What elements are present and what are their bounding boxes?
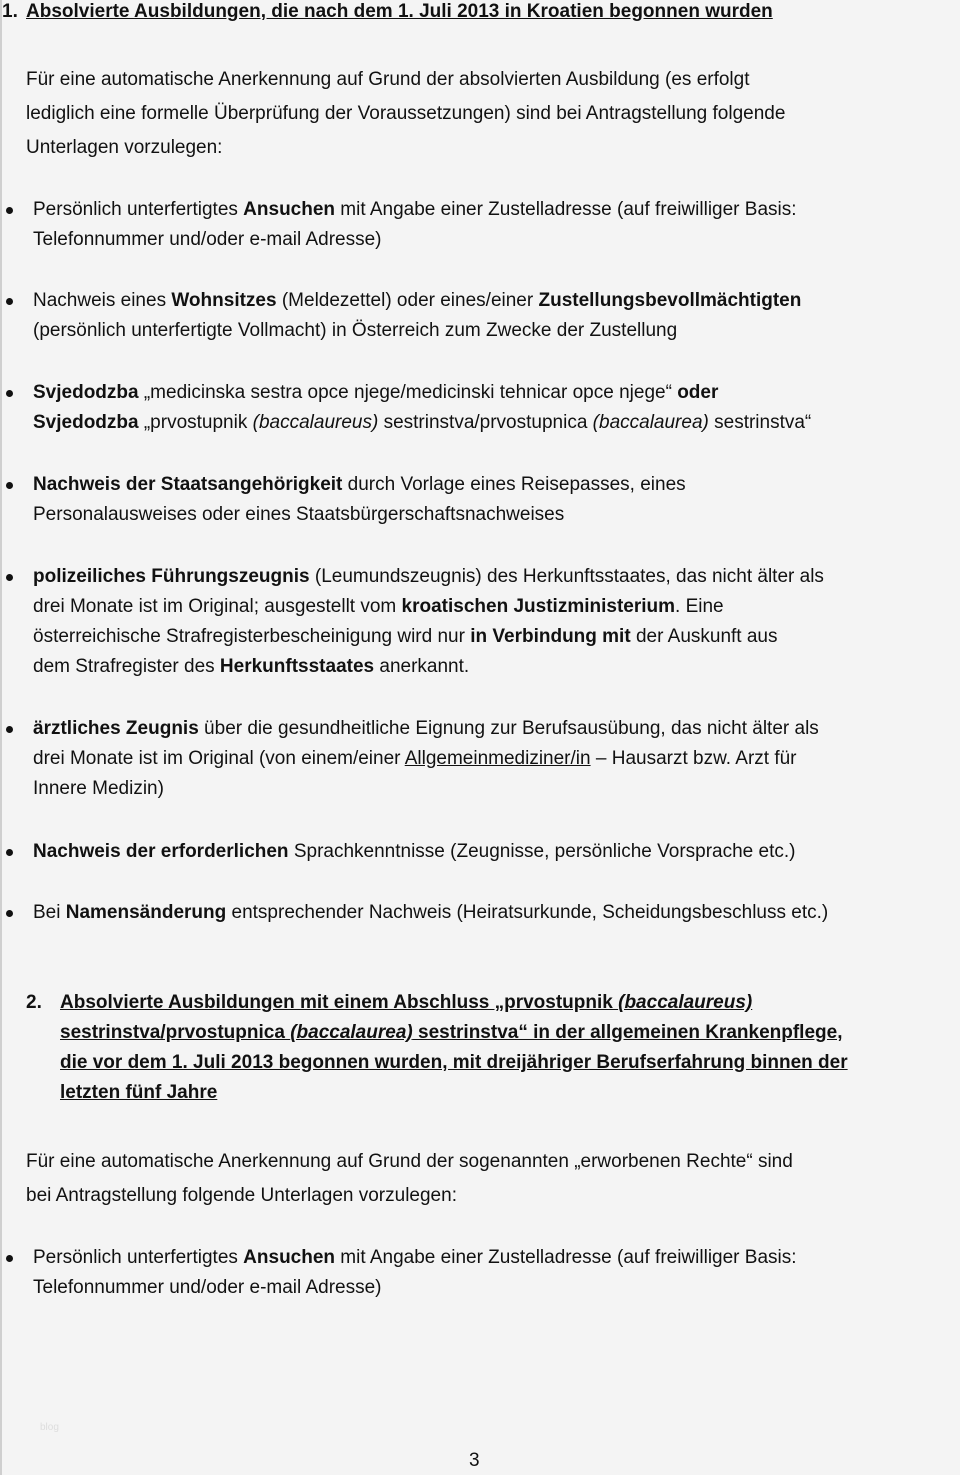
text-segment: (Meldezettel) oder eines/einer: [276, 290, 539, 311]
text-line: [33, 622, 960, 652]
text-segment: Innere Medizin): [33, 778, 164, 799]
heading-number: 2.: [26, 992, 42, 1013]
text-segment: Telefonnummer und/oder e-mail Adresse): [33, 1277, 382, 1298]
bullet-svjedodzba: [33, 378, 960, 438]
text-segment: in Verbindung mit: [470, 626, 631, 647]
text-segment: sestrinstva/prvostupnica: [60, 1022, 291, 1043]
text-line: [33, 470, 960, 500]
page-number: 3: [469, 1450, 480, 1471]
text-segment: – Hausarzt bzw. Arzt für: [590, 748, 797, 769]
text-line: [26, 1145, 960, 1179]
text-line: [26, 131, 960, 165]
bullet-staatsangehoerigkeit: [33, 470, 960, 530]
text-line: [33, 774, 960, 804]
text-segment: die vor dem 1. Juli 2013 begonnen wurden, mit dreijähriger Berufserfahrung binnen der: [60, 1052, 848, 1073]
text-segment: sestrinstva/prvostupnica: [378, 412, 593, 433]
text-line: [26, 97, 960, 131]
text-segment: lediglich eine formelle Überprüfung der Voraussetzungen) sind bei Antragstellung folgende: [26, 103, 786, 124]
bullet-sprachkenntnisse: [33, 837, 960, 867]
intro-2: [26, 1145, 960, 1213]
text-line: [33, 1273, 960, 1303]
text-segment: Persönlich unterfertigtes: [33, 199, 244, 220]
text-segment: durch Vorlage eines Reisepasses, eines: [342, 474, 686, 495]
text-line: [33, 195, 960, 225]
text-line: [33, 500, 960, 530]
text-line: [26, 0, 960, 27]
text-line: [33, 592, 960, 622]
bullet-icon: [6, 574, 13, 581]
bullet-wohnsitz: [33, 286, 960, 346]
text-line: [60, 1048, 960, 1078]
text-line: [33, 562, 960, 592]
bullet-namensaenderung: [33, 898, 960, 928]
text-line: [33, 744, 960, 774]
bullet-icon: [6, 1255, 13, 1262]
bullet-icon: [6, 298, 13, 305]
text-segment: (baccalaurea): [592, 412, 709, 433]
text-segment: mit Angabe einer Zustelladresse (auf freiwilliger Basis:: [335, 199, 797, 220]
text-segment: Svjedodzba: [33, 412, 139, 433]
text-segment: Herkunftsstaates: [219, 656, 375, 677]
text-line: [33, 898, 960, 928]
text-line: [33, 378, 960, 408]
text-segment: (baccalaureus): [618, 992, 753, 1013]
text-segment: Nachweis der erforderlichen: [33, 841, 289, 862]
text-line: [33, 408, 960, 438]
text-segment: (Leumundszeugnis) des Herkunftsstaates, das nicht älter als: [309, 566, 824, 587]
bullet-icon: [6, 390, 13, 397]
text-segment: bei Antragstellung folgende Unterlagen vorzulegen:: [26, 1185, 457, 1206]
text-segment: sestrinstva“ in der allgemeinen Krankenpflege,: [412, 1022, 843, 1043]
heading-1: [2, 0, 960, 27]
text-line: [60, 1078, 960, 1108]
text-segment: Allgemeinmediziner/in: [404, 748, 591, 769]
text-segment: dem Strafregister des: [33, 656, 220, 677]
text-segment: österreichische Strafregisterbescheinigung wird nur: [33, 626, 471, 647]
text-segment: oder: [677, 382, 719, 403]
text-segment: der Auskunft aus: [630, 626, 778, 647]
bullet-ansuchen: [33, 195, 960, 255]
text-segment: entsprechender Nachweis (Heiratsurkunde, Scheidungsbeschluss etc.): [226, 902, 829, 923]
text-line: [33, 837, 960, 867]
text-segment: anerkannt.: [374, 656, 470, 677]
watermark: blog: [40, 1422, 59, 1433]
text-line: [26, 1179, 960, 1213]
text-segment: mit Angabe einer Zustelladresse (auf freiwilliger Basis:: [335, 1247, 797, 1268]
text-segment: Ansuchen: [243, 1247, 336, 1268]
text-line: [60, 1018, 960, 1048]
heading-number: 1.: [2, 1, 18, 22]
text-line: [33, 225, 960, 255]
text-segment: Nachweis der Staatsangehörigkeit: [33, 474, 343, 495]
text-line: [33, 714, 960, 744]
text-segment: Ansuchen: [243, 199, 336, 220]
text-segment: „medicinska sestra opce njege/medicinski tehnicar opce njege“: [138, 382, 678, 403]
text-segment: Telefonnummer und/oder e-mail Adresse): [33, 229, 382, 250]
text-line: [33, 1243, 960, 1273]
text-segment: Bei: [33, 902, 66, 923]
text-segment: kroatischen Justizministerium: [401, 596, 676, 617]
text-segment: polizeiliches Führungszeugnis: [33, 566, 310, 587]
text-segment: Absolvierte Ausbildungen, die nach dem 1. Juli 2013 in Kroatien begonnen wurden: [26, 1, 773, 22]
bullet-icon: [6, 849, 13, 856]
text-segment: Sprachkenntnisse (Zeugnisse, persönliche Vorsprache etc.): [288, 841, 796, 862]
text-segment: Wohnsitzes: [171, 290, 277, 311]
text-segment: Persönlich unterfertigtes: [33, 1247, 244, 1268]
text-segment: Absolvierte Ausbildungen mit einem Abschluss „prvostupnik: [60, 992, 619, 1013]
text-line: [33, 652, 960, 682]
text-segment: Nachweis eines: [33, 290, 172, 311]
text-segment: (persönlich unterfertigte Vollmacht) in Österreich zum Zwecke der Zustellung: [33, 320, 678, 341]
text-segment: Für eine automatische Anerkennung auf Grund der absolvierten Ausbildung (es erfolgt: [26, 69, 750, 90]
text-segment: (baccalaurea): [290, 1022, 413, 1043]
bullet-aerztliches-zeugnis: [33, 714, 960, 804]
bullet-icon: [6, 207, 13, 214]
text-segment: „prvostupnik: [138, 412, 253, 433]
bullet-fuehrungszeugnis: [33, 562, 960, 682]
text-segment: drei Monate ist im Original (von einem/einer: [33, 748, 405, 769]
text-segment: Für eine automatische Anerkennung auf Grund der sogenannten „erworbenen Rechte“ sind: [26, 1151, 793, 1172]
text-segment: Unterlagen vorzulegen:: [26, 137, 223, 158]
text-segment: drei Monate ist im Original; ausgestellt vom: [33, 596, 402, 617]
text-segment: (baccalaureus): [252, 412, 379, 433]
text-line: [33, 286, 960, 316]
bullet-icon: [6, 726, 13, 733]
intro-1: [26, 63, 960, 165]
text-line: [33, 316, 960, 346]
heading-2: [26, 988, 960, 1108]
text-segment: . Eine: [675, 596, 724, 617]
text-line: [60, 988, 960, 1018]
bullet-icon: [6, 482, 13, 489]
text-segment: Zustellungsbevollmächtigten: [538, 290, 802, 311]
text-segment: ärztliches Zeugnis: [33, 718, 199, 739]
text-segment: über die gesundheitliche Eignung zur Berufsausübung, das nicht älter als: [198, 718, 819, 739]
bullet-ansuchen-2: [33, 1243, 960, 1303]
text-segment: sestrinstva“: [708, 412, 812, 433]
text-segment: letzten fünf Jahre: [60, 1082, 218, 1103]
text-segment: Svjedodzba: [33, 382, 139, 403]
bullet-icon: [6, 910, 13, 917]
text-segment: Personalausweises oder eines Staatsbürgerschaftsnachweises: [33, 504, 565, 525]
text-segment: Namensänderung: [65, 902, 227, 923]
text-line: [26, 63, 960, 97]
